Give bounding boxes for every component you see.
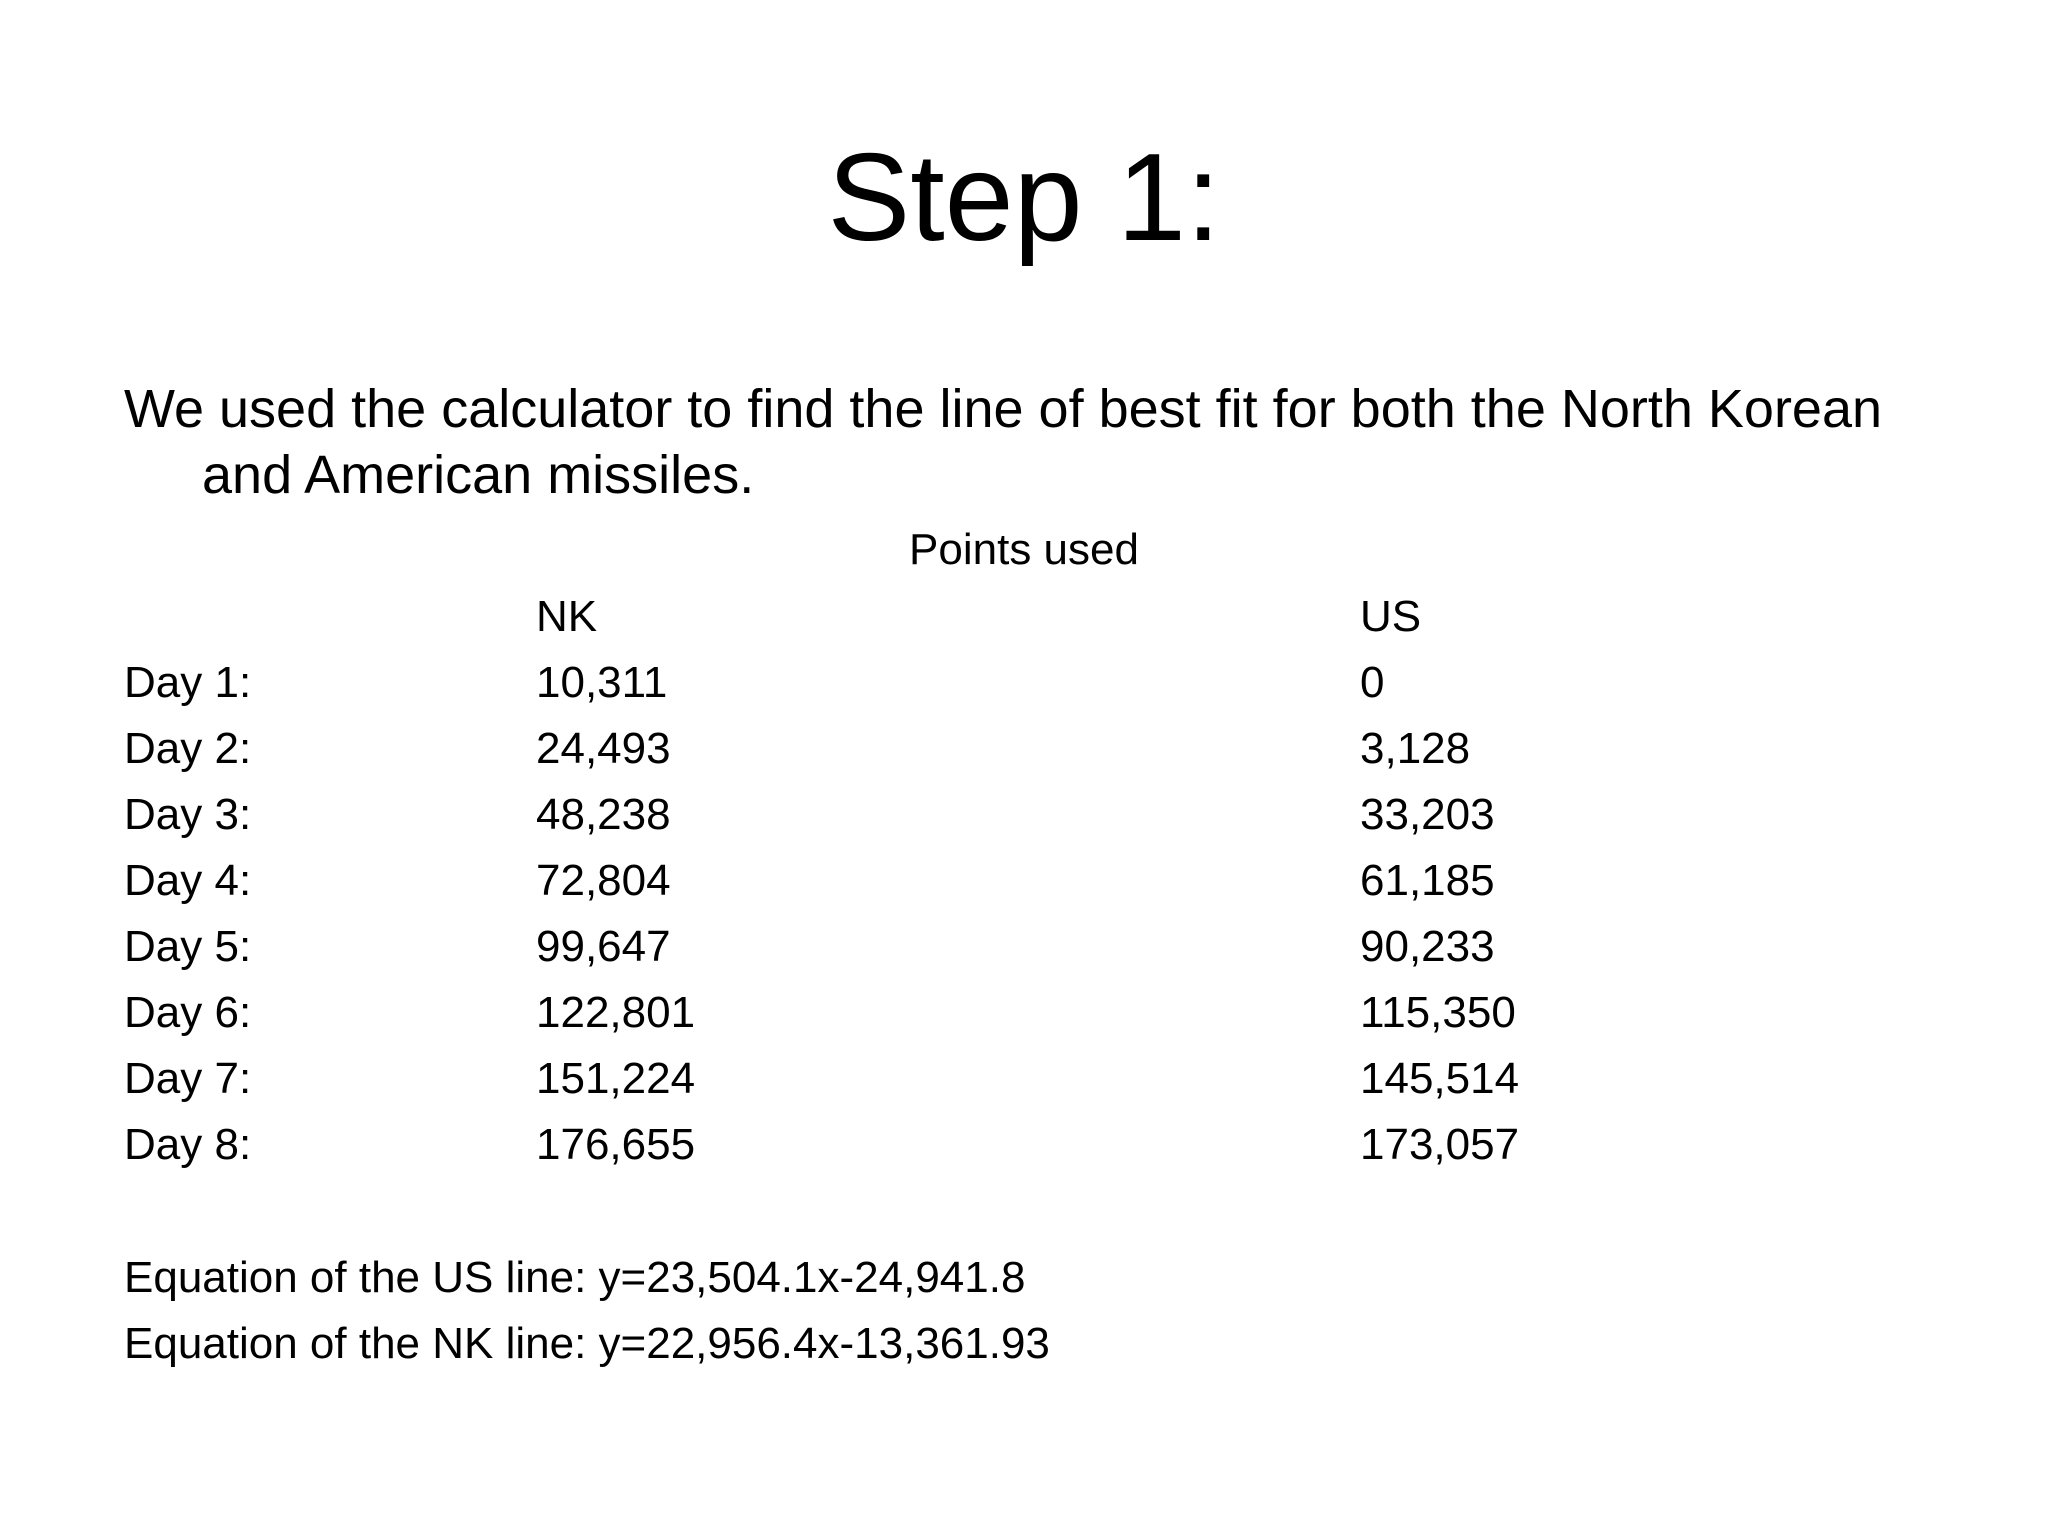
table-row xyxy=(0,782,2048,848)
points-caption: Points used xyxy=(909,525,1139,574)
us-value: 3,128 xyxy=(1360,724,1471,773)
day-label: Day 8: xyxy=(124,1120,252,1169)
us-value: 173,057 xyxy=(1360,1120,1520,1169)
day-label: Day 7: xyxy=(124,1054,252,1103)
us-value: 33,203 xyxy=(1360,790,1495,839)
header-us: US xyxy=(1360,592,1422,641)
table-row xyxy=(0,914,2048,980)
nk-value: 176,655 xyxy=(536,1120,696,1169)
day-label: Day 5: xyxy=(124,922,252,971)
nk-value: 24,493 xyxy=(536,724,671,773)
table-row xyxy=(0,1112,2048,1178)
nk-value: 10,311 xyxy=(536,658,668,707)
us-value: 115,350 xyxy=(1360,988,1516,1037)
us-line-equation: Equation of the US line: y=23,504.1x-24,941.8 xyxy=(124,1253,1026,1302)
day-label: Day 1: xyxy=(124,658,252,707)
table-row xyxy=(0,650,2048,716)
nk-value: 72,804 xyxy=(536,856,671,905)
header-nk: NK xyxy=(536,592,598,641)
nk-line-equation: Equation of the NK line: y=22,956.4x-13,361.93 xyxy=(124,1319,1050,1368)
day-label: Day 4: xyxy=(124,856,252,905)
table-row xyxy=(0,980,2048,1046)
us-value: 145,514 xyxy=(1360,1054,1520,1103)
table-header-row xyxy=(0,584,2048,650)
slide-title: Step 1: xyxy=(827,129,1221,267)
nk-value: 48,238 xyxy=(536,790,671,839)
nk-value: 99,647 xyxy=(536,922,671,971)
us-value: 90,233 xyxy=(1360,922,1495,971)
us-value: 61,185 xyxy=(1360,856,1495,905)
table-row xyxy=(0,1046,2048,1112)
table-row xyxy=(0,716,2048,782)
day-label: Day 6: xyxy=(124,988,252,1037)
intro-text: We used the calculator to find the line of best fit for both the North Korean and American missiles. xyxy=(124,379,1883,505)
day-label: Day 2: xyxy=(124,724,252,773)
us-value: 0 xyxy=(1360,658,1385,707)
nk-value: 122,801 xyxy=(536,988,696,1037)
nk-value: 151,224 xyxy=(536,1054,696,1103)
table-row xyxy=(0,848,2048,914)
day-label: Day 3: xyxy=(124,790,252,839)
